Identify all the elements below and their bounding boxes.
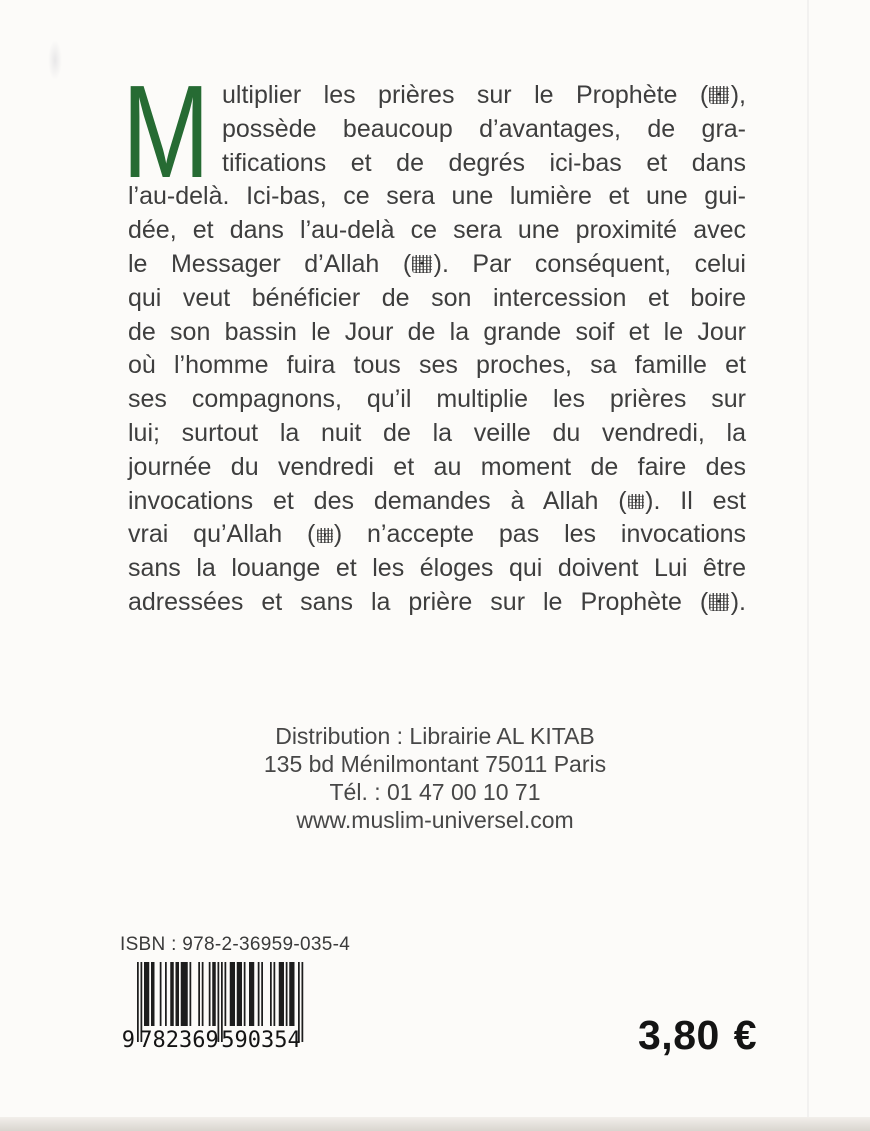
saw-calligraphy-icon <box>709 86 729 104</box>
synopsis-line: invocations et des demandes à Allah ( ). Il est <box>128 486 747 515</box>
synopsis-line: tifications et de degrés ici-bas et dans <box>222 148 746 177</box>
isbn-label: ISBN : 978-2-36959-035-4 <box>120 934 351 955</box>
distribution-phone: Tél. : 01 47 00 10 71 <box>329 779 541 805</box>
distribution-website: www.muslim-universel.com <box>296 807 574 833</box>
barcode-digit-group: 9 <box>121 1028 135 1052</box>
synopsis-line: de son bassin le Jour de la grande soif et le Jour <box>128 317 746 346</box>
synopsis-line: le Messager d’Allah ( ). Par conséquent, celui <box>128 249 746 278</box>
synopsis-line: l’au-delà. Ici-bas, ce sera une lumière et une gui- <box>128 182 746 211</box>
scan-smudge <box>48 40 62 80</box>
drop-cap-letter: M <box>122 58 210 205</box>
saw-calligraphy-icon <box>709 593 729 611</box>
synopsis-line: qui veut bénéficier de son intercession et boire <box>128 283 746 312</box>
synopsis-line: ultiplier les prières sur le Prophète ( ), <box>222 81 746 109</box>
synopsis-line: lui; surtout la nuit de la veille du vendredi, la <box>128 418 746 447</box>
synopsis-line: adressées et sans la prière sur le Prophète ( ). <box>128 587 746 616</box>
price-label: 3,80 € <box>638 1012 757 1058</box>
page-fold-edge <box>807 0 809 1131</box>
synopsis-line: journée du vendredi et au moment de faire des <box>128 452 746 481</box>
ean13-barcode <box>120 962 310 1052</box>
synopsis-line: où l’homme fuira tous ses proches, sa famille et <box>128 351 746 380</box>
barcode-digit-group: 590354 <box>221 1028 301 1052</box>
drop-cap <box>122 58 222 205</box>
saw-calligraphy-icon <box>412 255 432 273</box>
jalla-jalaluhu-icon <box>628 494 644 509</box>
synopsis-line: sans la louange et les éloges qui doivent Lui être <box>128 554 746 583</box>
synopsis-line: dée, et dans l’au-delà ce sera une proximité avec <box>128 216 746 245</box>
distribution-line: Distribution : Librairie AL KITAB <box>275 723 595 749</box>
jalla-jalaluhu-icon <box>317 528 333 543</box>
synopsis-paragraph <box>122 58 747 620</box>
distribution-block <box>0 722 870 834</box>
distribution-address: 135 bd Ménilmontant 75011 Paris <box>263 751 607 777</box>
synopsis-line: ses compagnons, qu’il multiplie les prières sur <box>128 385 746 414</box>
barcode-bars <box>120 962 310 1052</box>
page-bottom-edge <box>0 1117 870 1131</box>
barcode-digit-group: 782369 <box>139 1028 219 1052</box>
synopsis-line: vrai qu’Allah ( ) n’accepte pas les invocations <box>128 520 746 549</box>
synopsis-line: possède beaucoup d’avantages, de gra- <box>222 114 746 143</box>
